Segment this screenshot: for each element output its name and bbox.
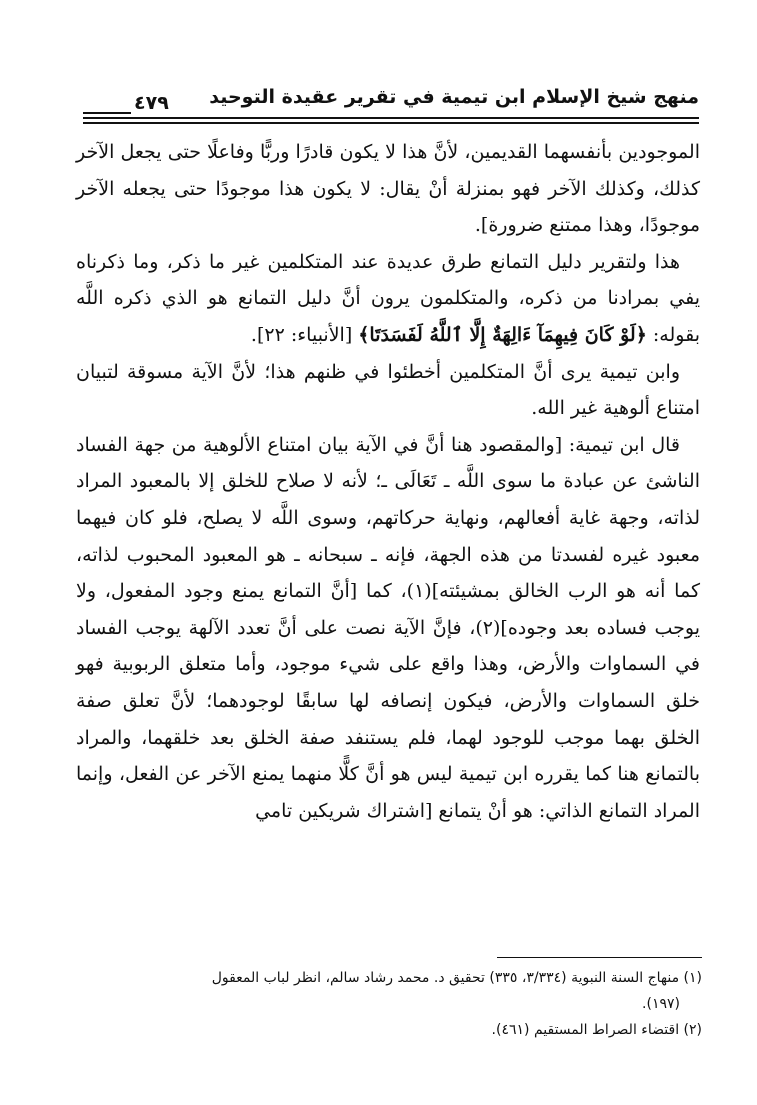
paragraph-4: قال ابن تيمية: [والمقصود هنا أنَّ في الآية بيان امتناع الألوهية من جهة الفساد الناشئ عن عبادة ما سوى اللَّه ـ تَعَالَى ـ؛ لأنه لا صلاح للخلق إلا بالمعبود المراد لذاته، وجهة غاية أفعالهم، ونهاية حركاتهم، وسوى اللَّه لا يصلح، فلو كان فيهما معبود غيره لفسدتا من هذه الجهة، فإنه ـ سبحانه ـ هو المعبود المحبوب لذاته، كما أنه هو الرب الخالق بمشيئته](١)، كما [أنَّ التمانع يمنع وجود المفعول، ولا يوجب فساده بعد وجوده](٢)، فإنَّ الآية نصت على أنَّ تعدد الآلهة يوجب الفساد في السماوات والأرض، وهذا واقع على شيء موجود، وأما متعلق الربوبية فهو خلق السماوات والأرض، فيكون إنصافه لها سابقًا لوجودهما؛ لأنَّ تعلق صفة الخلق بهما موجب للوجود لهما، فلم يستنفد صفة الخلق بعد خلقهما، والمراد بالتمانع هنا كما يقرره ابن تيمية ليس هو أنَّ كلًّا منهما يمنع الآخر عن الفعل، وإنما المراد التمانع الذاتي: هو أنْ يتمانع [اشتراك شريكين تامي [76,433,701,822]
footnote-2: (٢) اقتضاء الصراط المستقيم (٤٦١). [491,1022,702,1038]
page-number: ٤٧٩ [134,92,169,114]
header-rule-double [83,122,699,124]
footnote-1: (١) منهاج السنة النبوية (٣/٣٣٤، ٣٣٥) تحقيق د. محمد رشاد سالم، انظر لباب المعقول [211,970,702,986]
footnotes [80,965,702,1043]
paragraph-2-text: هذا ولتقرير دليل التمانع طرق عديدة عند المتكلمين غير ما ذكر، وما ذكرناه يفي بمرادنا من ذكره، والمتكلمون يرون أنَّ دليل التمانع هو الذي ذكره اللَّه بقوله: [76,250,700,346]
paragraph-3: وابن تيمية يرى أنَّ المتكلمين أخطئوا في ظنهم هذا؛ لأنَّ الآية مسوقة لتبيان امتناع ألوهية غير الله. [76,360,700,420]
paragraph-1: الموجودين بأنفسهما القديمين، لأنَّ هذا لا يكون قادرًا وربًّا وفاعلًا حتى يجعل الآخر كذلك، وكذلك الآخر فهو بمنزلة أنْ يقال: لا يكون هذا موجودًا حتى يجعله الآخر موجودًا، وهذا ممتنع ضرورة]. [76,141,700,237]
page-body-text [76,134,700,829]
footnote-separator [497,957,702,958]
paragraph-2 [76,244,700,354]
running-header-title: منهج شيخ الإسلام ابن تيمية في تقرير عقيدة التوحيد [209,86,699,108]
verse-reference: [الأنبياء: ٢٢]. [250,323,359,346]
quran-verse: ﴿لَوْ كَانَ فِيهِمَآ ءَالِهَةٌ إِلَّا ٱللَّهُ لَفَسَدَتَا﴾ [358,323,647,346]
header-rule [83,117,699,119]
footnote-1-continuation: (١٩٧). [642,996,680,1012]
